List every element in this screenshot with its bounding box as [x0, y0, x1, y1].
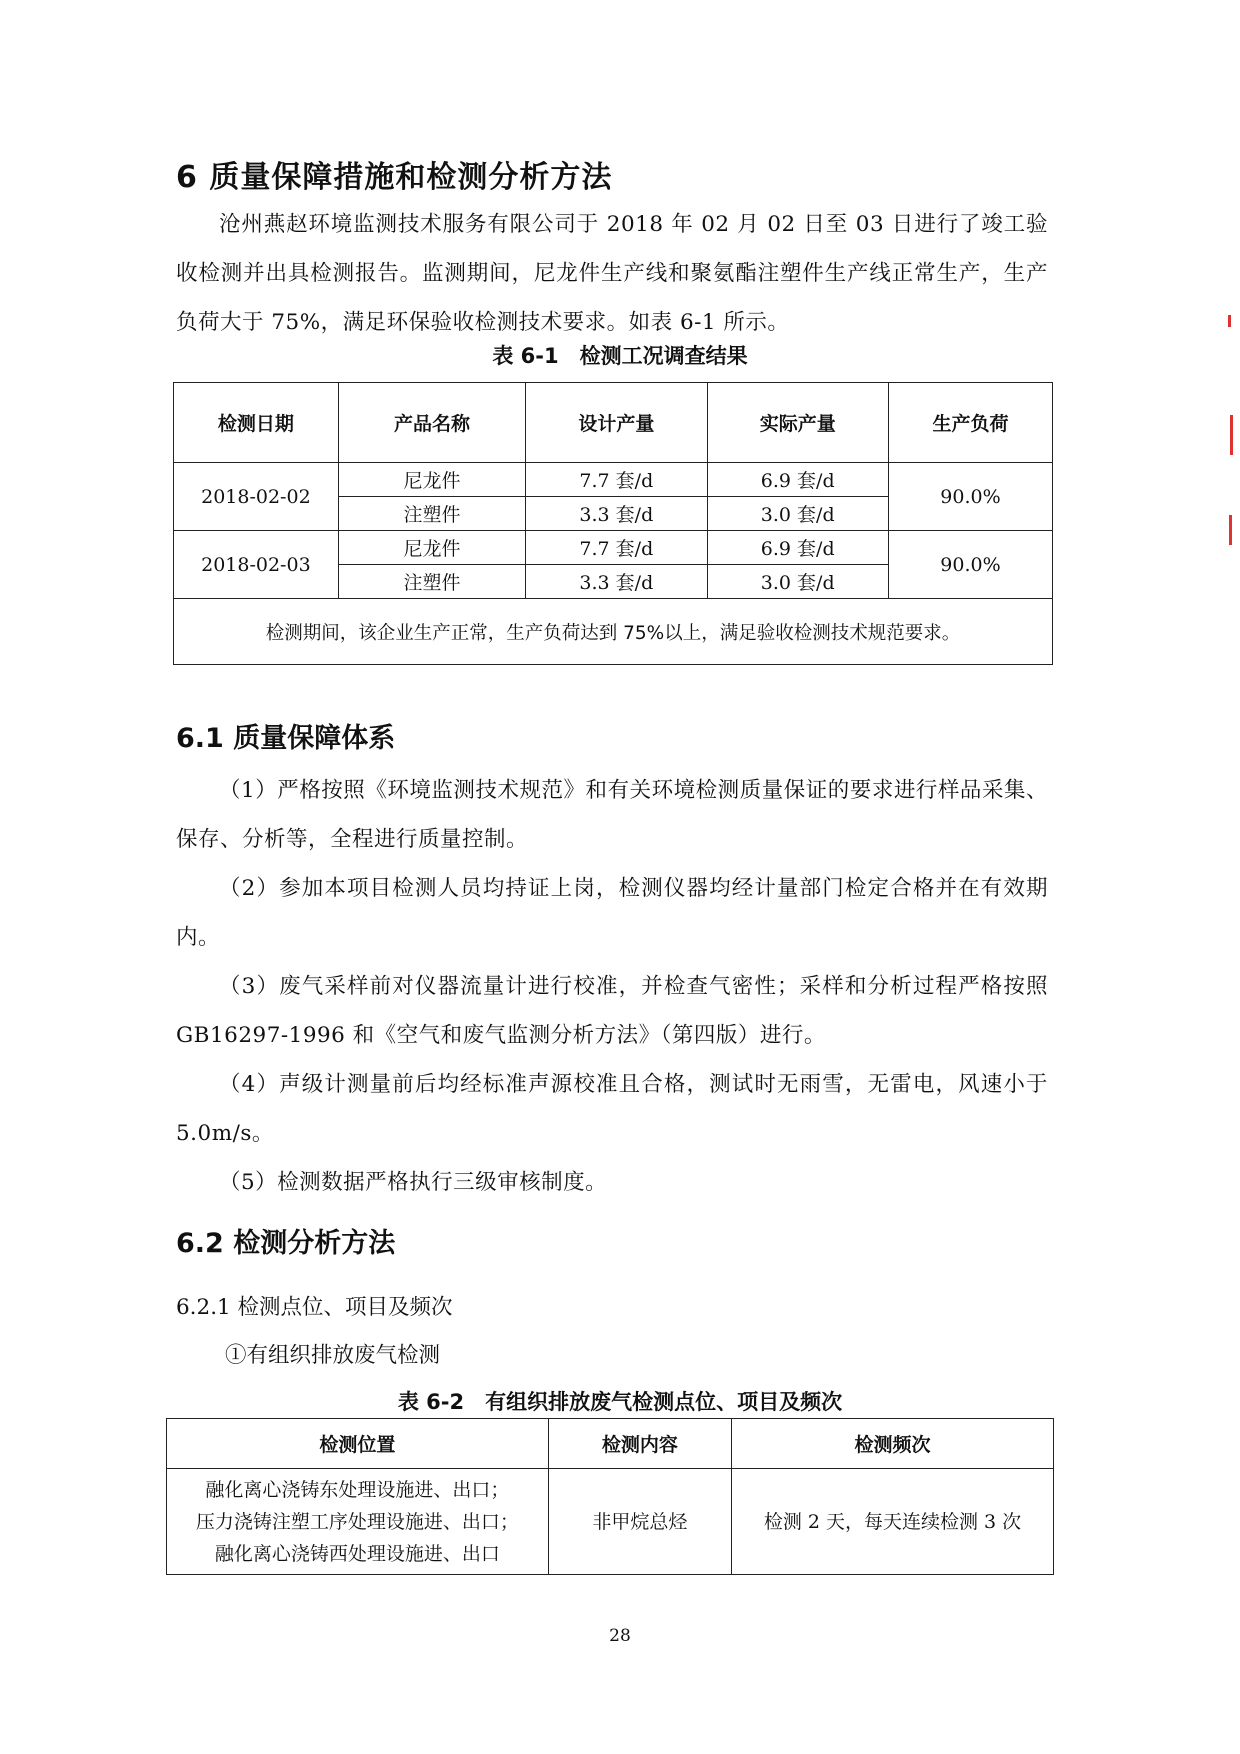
- table2-content-cell: 非甲烷总烃: [548, 1469, 731, 1575]
- table2: [166, 1418, 1054, 1575]
- table1-header-product: 产品名称: [338, 383, 525, 463]
- table1-header-actual: 实际产量: [707, 383, 888, 463]
- table2-caption: 表 6-2 有组织排放废气检测点位、项目及频次: [397, 1390, 843, 1414]
- table1-actual-cell: 3.0 套/d: [707, 565, 888, 599]
- intro-paragraph: 沧州燕赵环境监测技术服务有限公司于 2018 年 02 月 02 日至 03 日进行了竣工验收检测并出具检测报告。监测期间，尼龙件生产线和聚氨酯注塑件生产线正常生产，生产负荷大于 75%，满足环保验收检测技术要求。如表 6-1 所示。: [176, 212, 1048, 335]
- table2-frequency-cell: 检测 2 天，每天连续检测 3 次: [732, 1469, 1054, 1575]
- table1-date-cell: 2018-02-02: [174, 463, 339, 531]
- table2-location-line: 融化离心浇铸西处理设施进、出口: [214, 1542, 500, 1565]
- section-6-1-title: 6.1 质量保障体系: [176, 723, 396, 754]
- table1-caption: 表 6-1 检测工况调查结果: [492, 344, 748, 368]
- table1-design-cell: 3.3 套/d: [526, 497, 707, 531]
- table2-location-line: 压力浇铸注塑工序处理设施进、出口；: [195, 1510, 519, 1533]
- table1-load-cell: 90.0%: [888, 531, 1052, 599]
- section-6-2-title: 6.2 检测分析方法: [176, 1228, 396, 1259]
- table1-design-cell: 3.3 套/d: [526, 565, 707, 599]
- quality-item-5: （5）检测数据严格执行三级审核制度。: [219, 1170, 608, 1195]
- table-row: [174, 463, 1053, 497]
- table1-header-load: 生产负荷: [888, 383, 1052, 463]
- quality-item-1: （1）严格按照《环境监测技术规范》和有关环境检测质量保证的要求进行样品采集、保存、分析等，全程进行质量控制。: [176, 778, 1048, 852]
- table1-actual-cell: 6.9 套/d: [707, 463, 888, 497]
- table2-header-frequency: 检测频次: [732, 1419, 1054, 1469]
- table1-product-cell: 尼龙件: [338, 531, 525, 565]
- subsection-6-2-1: 6.2.1 检测点位、项目及频次: [176, 1295, 453, 1320]
- edge-stamp-mark: [1230, 415, 1233, 455]
- table1-note-row: [174, 599, 1053, 665]
- quality-item-4: （4）声级计测量前后均经标准声源校准且合格，测试时无雨雪，无雷电，风速小于 5.0m/s。: [176, 1072, 1048, 1146]
- table1-date-cell: 2018-02-03: [174, 531, 339, 599]
- table2-header-location: 检测位置: [167, 1419, 549, 1469]
- page-number: 28: [609, 1626, 631, 1646]
- table1-design-cell: 7.7 套/d: [526, 531, 707, 565]
- quality-item-3: （3）废气采样前对仪器流量计进行校准，并检查气密性；采样和分析过程严格按照 GB16297-1996 和《空气和废气监测分析方法》（第四版）进行。: [176, 974, 1048, 1048]
- table1-header-row: [174, 383, 1053, 463]
- table1: [173, 382, 1053, 665]
- table2-header-content: 检测内容: [548, 1419, 731, 1469]
- table1-actual-cell: 3.0 套/d: [707, 497, 888, 531]
- edge-stamp-mark: [1228, 315, 1231, 327]
- table2-header-row: [167, 1419, 1054, 1469]
- table-row: [174, 531, 1053, 565]
- quality-item-2: （2）参加本项目检测人员均持证上岗，检测仪器均经计量部门检定合格并在有效期内。: [176, 876, 1048, 950]
- table1-note: 检测期间，该企业生产正常，生产负荷达到 75%以上，满足验收检测技术规范要求。: [174, 599, 1053, 665]
- table2-location-line: 融化离心浇铸东处理设施进、出口；: [205, 1478, 510, 1501]
- table1-load-cell: 90.0%: [888, 463, 1052, 531]
- table1-product-cell: 注塑件: [338, 497, 525, 531]
- chapter-heading: 6 质量保障措施和检测分析方法: [176, 160, 613, 195]
- edge-stamp-mark: [1229, 515, 1232, 545]
- organized-emission-item: ①有组织排放废气检测: [225, 1343, 441, 1368]
- table2-location-cell: [167, 1469, 549, 1575]
- table1-actual-cell: 6.9 套/d: [707, 531, 888, 565]
- table1-header-date: 检测日期: [174, 383, 339, 463]
- table1-product-cell: 尼龙件: [338, 463, 525, 497]
- table1-header-design: 设计产量: [526, 383, 707, 463]
- table-row: [167, 1469, 1054, 1575]
- table1-product-cell: 注塑件: [338, 565, 525, 599]
- table1-design-cell: 7.7 套/d: [526, 463, 707, 497]
